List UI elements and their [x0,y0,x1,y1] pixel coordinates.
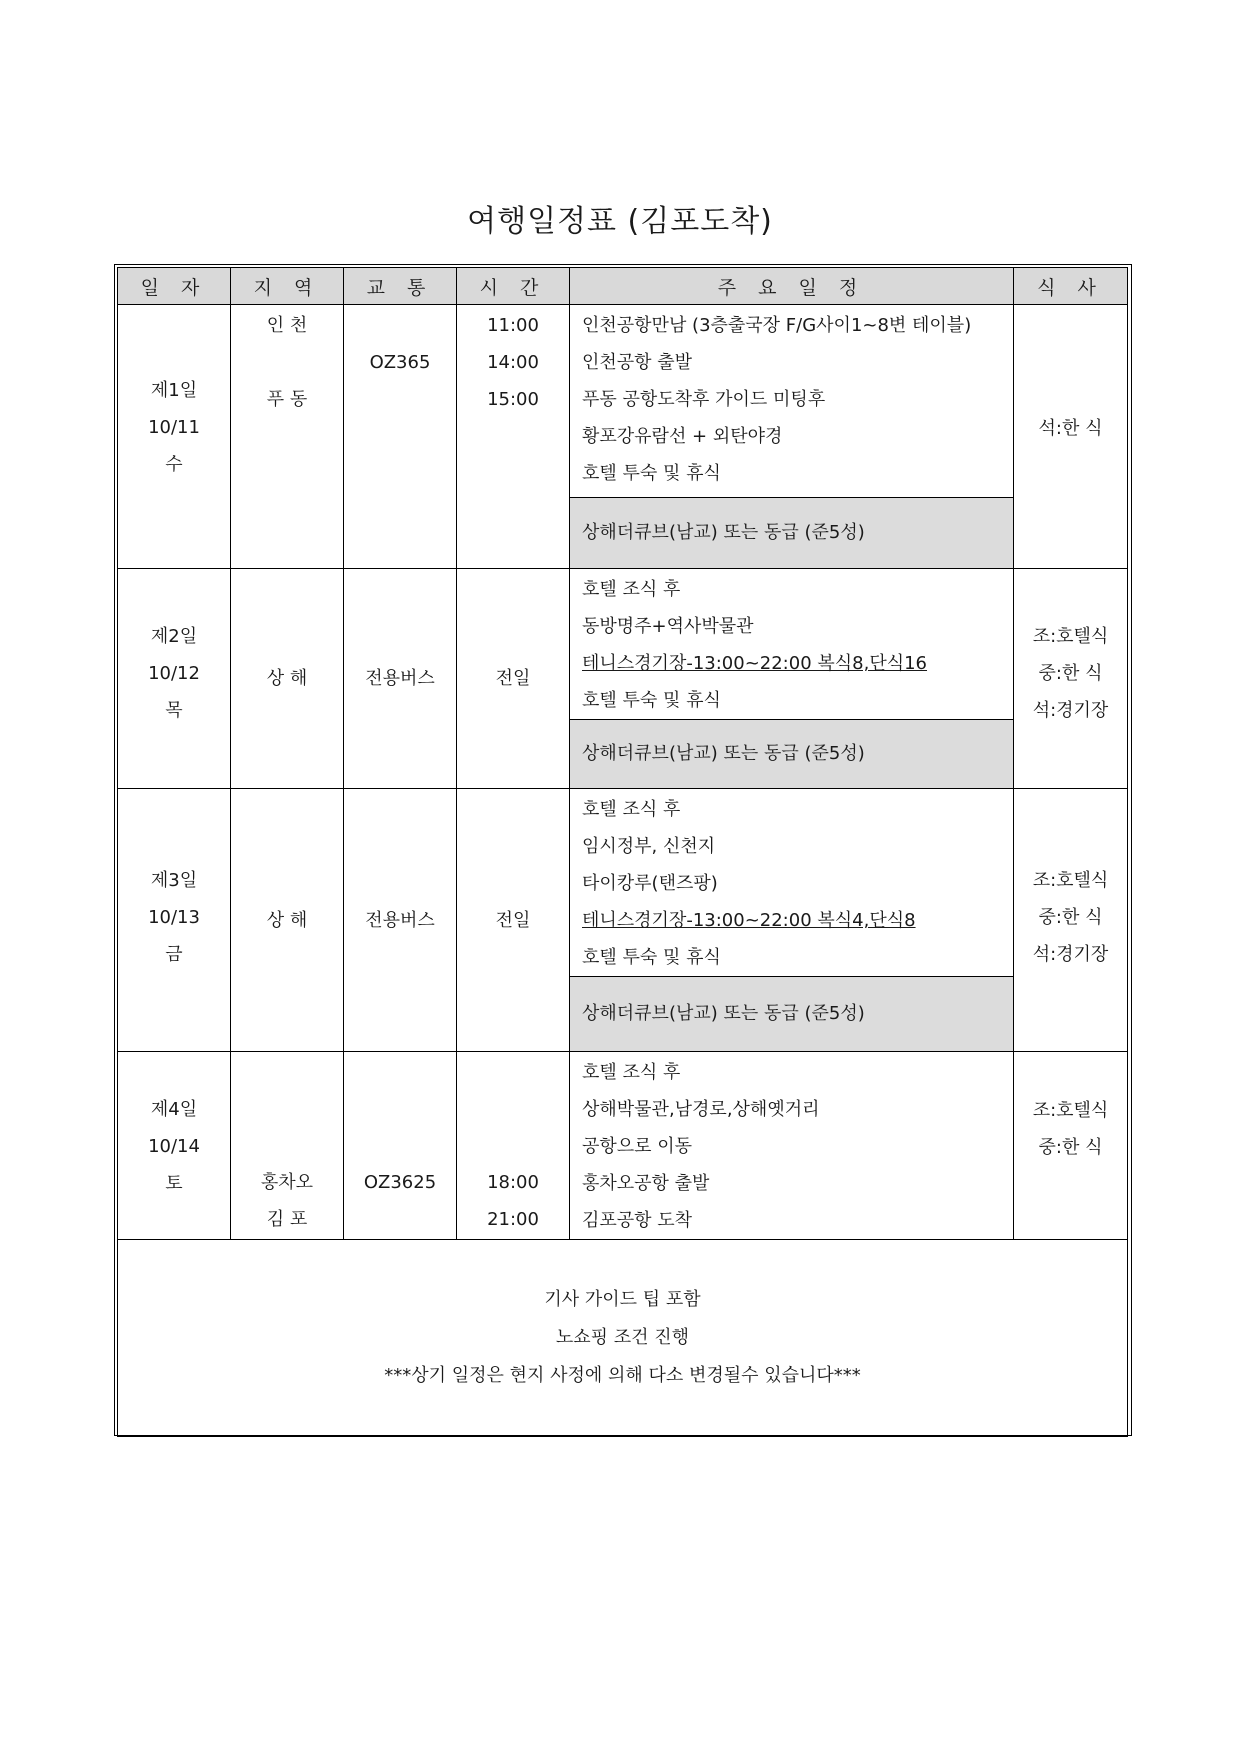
day2-schedule-1: 호텔 조식 후 [582,579,681,600]
day1-label: 제1일 [150,380,198,401]
day3-schedule-3: 타이캉루(탠즈팡) [582,873,718,894]
day3-weekday: 금 [165,943,183,965]
day1-region-3: 푸 동 [266,389,308,410]
day3-region-1: 상 해 [266,909,308,931]
itinerary-frame [114,264,1132,1436]
day2-hotel [570,720,1014,789]
day2-schedule-3: 테니스경기장-13:00~22:00 복식8,단식16 [582,653,928,674]
day1-region-2 [231,344,343,381]
note-no-shopping: 노쇼핑 조건 진행 [555,1327,690,1348]
day1-meal-1: 석:한 식 [1038,418,1103,439]
day2-row [118,569,1128,720]
day4-weekday: 토 [165,1173,183,1194]
header-time: 시 간 [457,268,570,305]
day2-time-cell [457,569,570,789]
itinerary-table [117,267,1128,1437]
header-region: 지 역 [231,268,344,305]
day1-date: 10/11 [148,417,200,438]
day4-time-2: 21:00 [487,1209,539,1230]
notes-row [118,1240,1128,1437]
day2-region-1: 상 해 [266,668,308,689]
day1-transport-2: OZ365 [369,352,431,373]
day3-hotel-text: 상해더큐브(남교) 또는 동급 (준5성) [582,1003,865,1024]
day3-schedule-5: 호텔 투숙 및 휴식 [582,947,721,968]
header-meal: 식 사 [1014,268,1128,305]
day1-hotel [570,498,1014,569]
day3-meal-2: 중:한 식 [1038,906,1103,928]
day1-time-2: 14:00 [487,352,539,373]
day2-meal-3: 석:경기장 [1032,700,1109,721]
day4-meal-1: 조:호텔식 [1032,1100,1109,1121]
day3-meal-1: 조:호텔식 [1032,869,1109,891]
day2-weekday: 목 [165,700,183,721]
day1-time-cell [457,305,570,569]
day1-hotel-text: 상해더큐브(남교) 또는 동급 (준5성) [582,522,865,544]
day4-meal-2: 중:한 식 [1038,1137,1103,1158]
day3-transport-cell [344,789,457,1052]
day4-transport-cell [344,1052,457,1240]
note-disclaimer: ***상기 일정은 현지 사정에 의해 다소 변경될수 있습니다*** [384,1365,861,1386]
day1-schedule-4: 황포강유람선 + 외탄야경 [582,426,783,447]
day4-time-cell [457,1052,570,1240]
day3-schedule-4: 테니스경기장-13:00~22:00 복식4,단식8 [582,910,916,931]
day4-schedule-cell [570,1052,1014,1240]
day1-transport-cell [344,305,457,569]
day3-schedule-2: 임시정부, 신천지 [582,836,716,857]
day2-transport-1: 전용버스 [365,668,435,689]
day1-schedule-2: 인천공항 출발 [582,352,693,373]
day4-transport-1: OZ3625 [363,1172,437,1193]
day4-meal-cell [1014,1052,1128,1240]
day3-time-1: 전일 [495,909,531,931]
header-transport: 교 통 [344,268,457,305]
day3-label: 제3일 [150,869,198,891]
day1-schedule-5: 호텔 투숙 및 휴식 [582,463,721,484]
day3-date-cell [118,789,231,1052]
day4-date-cell [118,1052,231,1240]
day2-transport-cell [344,569,457,789]
day1-region-cell [231,305,344,569]
day1-transport-1 [344,307,456,344]
day1-schedule-1: 인천공항만남 (3층출국장 F/G사이1~8변 테이블) [582,315,972,336]
day3-schedule-1: 호텔 조식 후 [582,799,681,820]
day3-date: 10/13 [148,906,200,928]
day4-time-1: 18:00 [487,1172,539,1193]
day1-weekday: 수 [165,454,183,475]
day2-date: 10/12 [148,663,200,684]
day1-meal-cell [1014,305,1128,569]
day2-label: 제2일 [150,626,198,647]
day3-row [118,789,1128,977]
day1-schedule-cell [570,305,1014,498]
header-row [118,268,1128,305]
day2-date-cell [118,569,231,789]
day4-schedule-2: 상해박물관,남경로,상해옛거리 [582,1099,820,1120]
day4-date: 10/14 [148,1136,200,1157]
day3-hotel [570,977,1014,1052]
day2-schedule-2: 동방명주+역사박물관 [582,616,754,637]
note-tip: 기사 가이드 팁 포함 [544,1289,701,1310]
day1-schedule-3: 푸동 공항도착후 가이드 미팅후 [582,389,826,410]
day4-schedule-5: 김포공항 도착 [582,1210,693,1231]
day1-time-1: 11:00 [487,315,539,336]
day1-time-3: 15:00 [487,389,539,410]
day2-schedule-4: 호텔 투숙 및 휴식 [582,690,721,711]
day4-region-2: 김 포 [266,1209,308,1230]
day2-meal-2: 중:한 식 [1038,663,1103,684]
day2-time-1: 전일 [495,668,531,689]
day4-region-1: 홍차오 [260,1172,314,1193]
day4-schedule-1: 호텔 조식 후 [582,1062,681,1083]
day3-time-cell [457,789,570,1052]
day2-hotel-text: 상해더큐브(남교) 또는 동급 (준5성) [582,743,865,764]
day4-schedule-3: 공항으로 이동 [582,1136,693,1157]
header-day: 일 자 [118,268,231,305]
day2-meal-cell [1014,569,1128,789]
notes-cell [118,1240,1128,1437]
day3-meal-cell [1014,789,1128,1052]
day4-label: 제4일 [150,1099,198,1120]
header-schedule: 주 요 일 정 [570,268,1014,305]
page-title: 여행일정표 (김포도착) [467,204,773,239]
day1-region-1: 인 천 [266,315,308,336]
day3-region-cell [231,789,344,1052]
day2-meal-1: 조:호텔식 [1032,626,1109,647]
day1-date-cell [118,305,231,569]
day4-row [118,1052,1128,1240]
day2-schedule-cell [570,569,1014,720]
day3-schedule-cell [570,789,1014,977]
day1-row [118,305,1128,498]
day2-region-cell [231,569,344,789]
day3-meal-3: 석:경기장 [1032,943,1109,965]
day4-schedule-4: 홍차오공항 출발 [582,1173,710,1194]
day3-transport-1: 전용버스 [365,909,435,931]
day4-region-cell [231,1052,344,1240]
